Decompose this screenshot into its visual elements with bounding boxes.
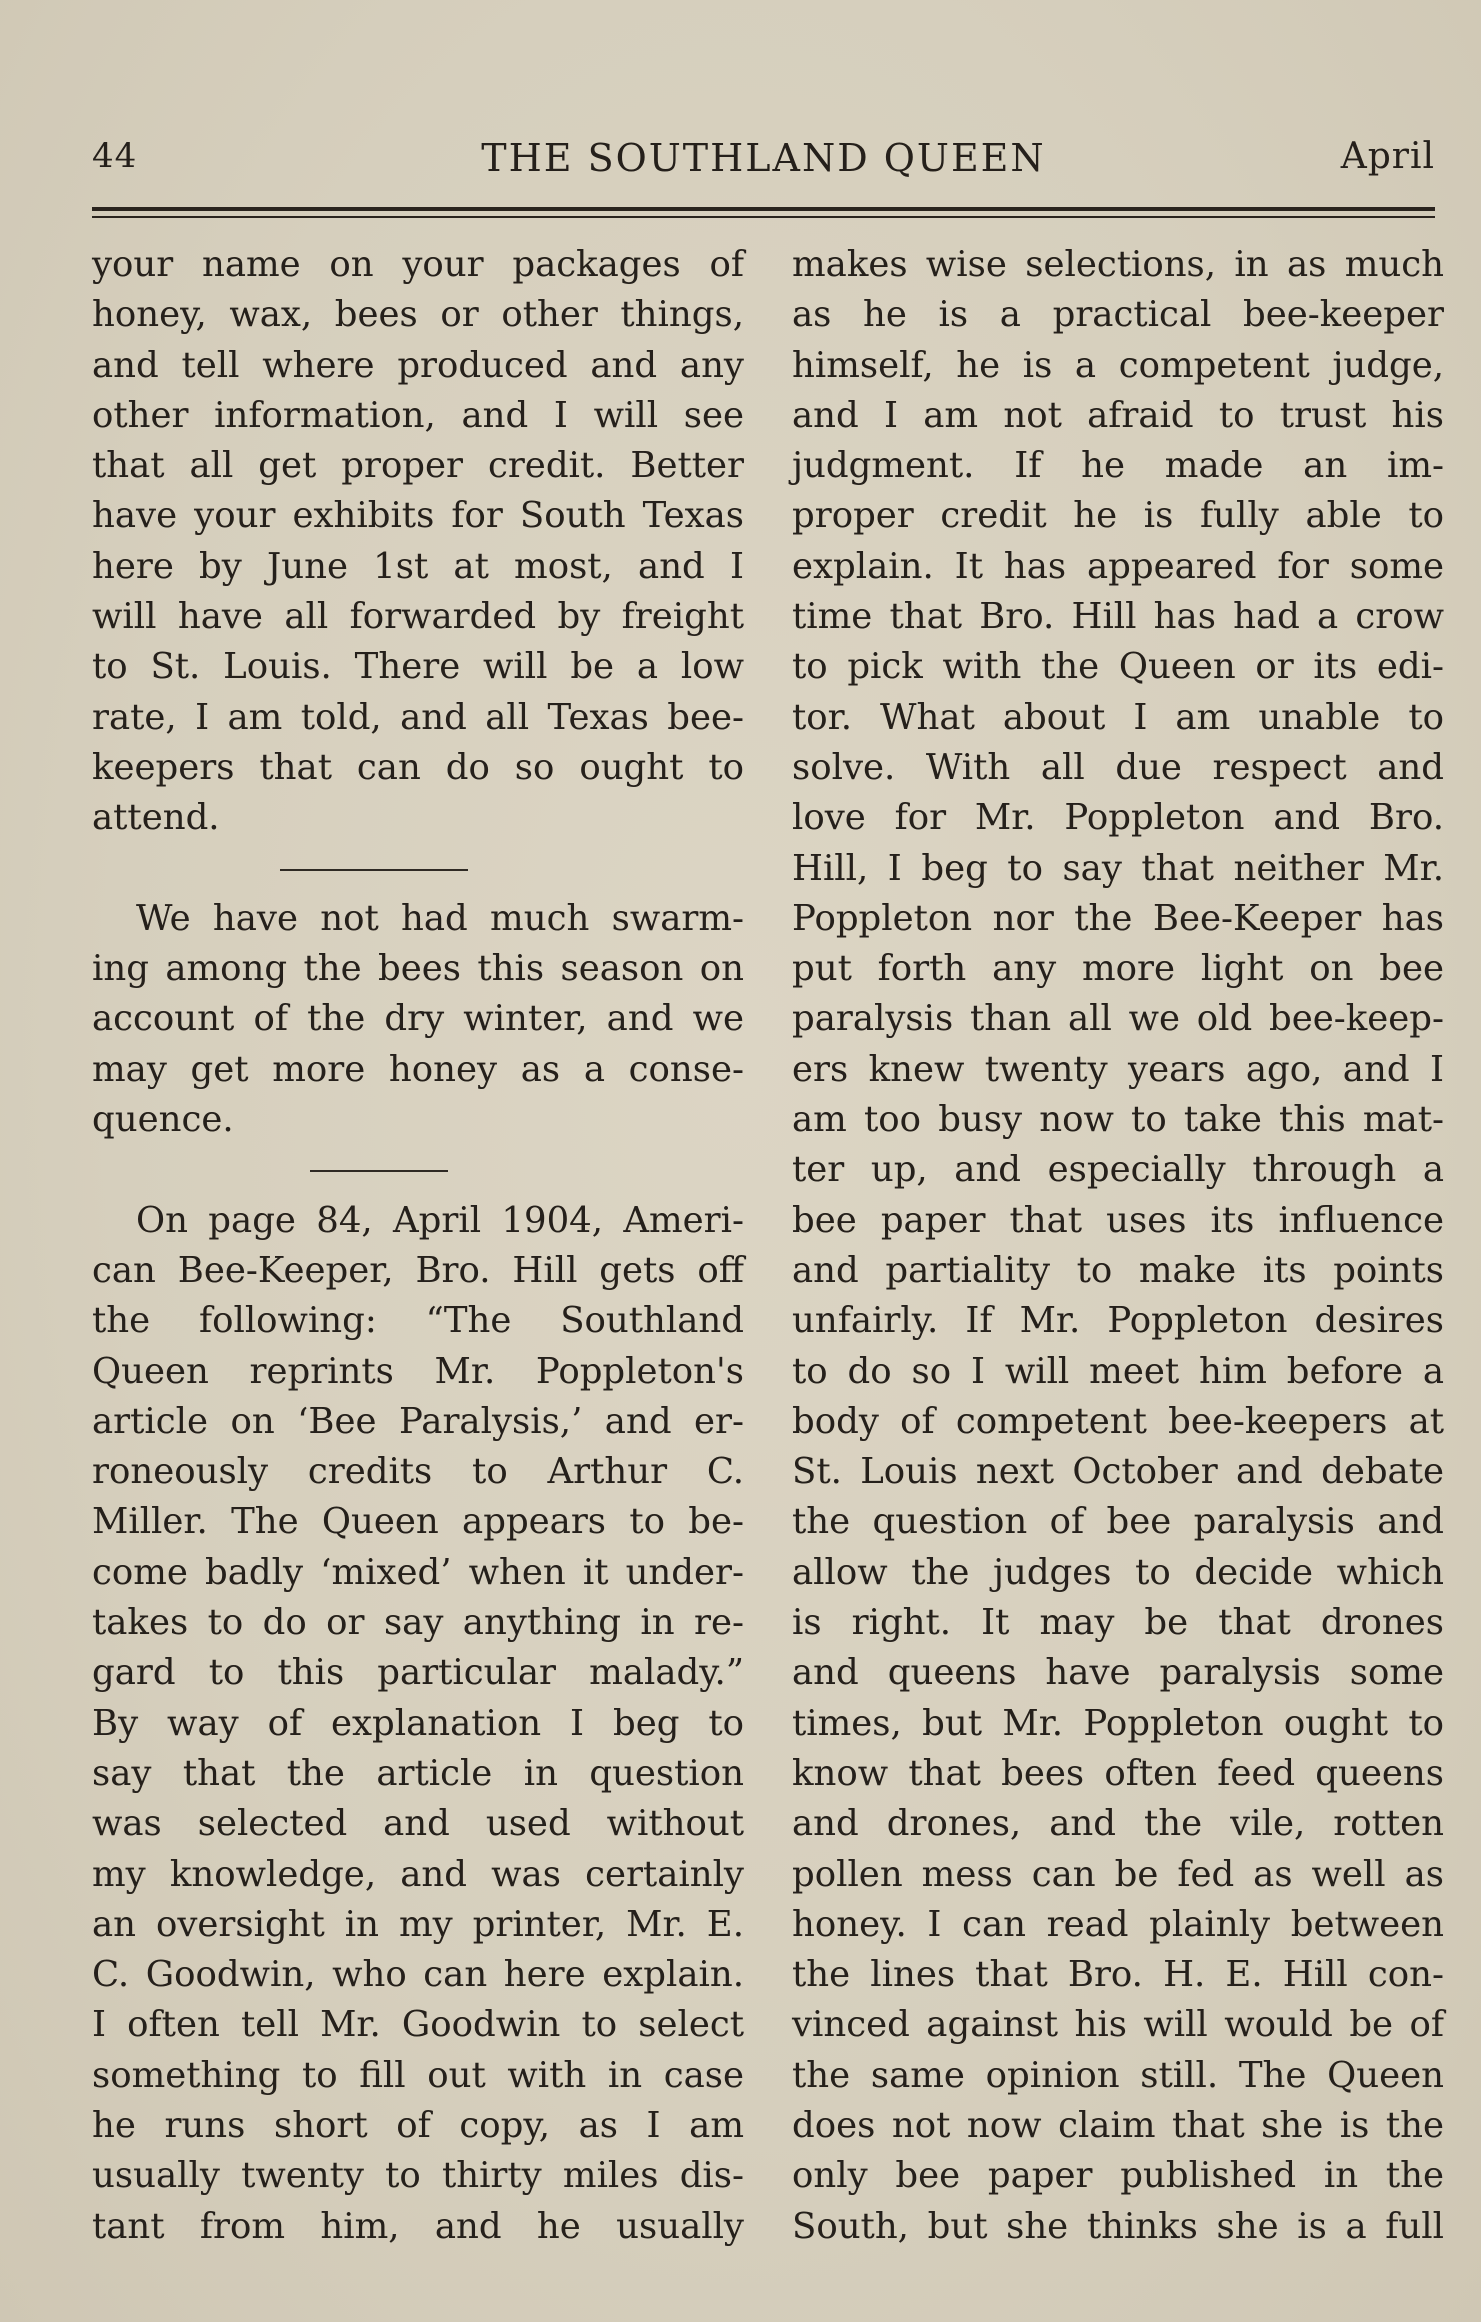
text-line: may get more honey as a conse- (92, 1048, 744, 1090)
text-line: honey. I can read plainly between (792, 1903, 1444, 1945)
text-line: to do so I will meet him before a (792, 1350, 1444, 1392)
text-line: the following: “The Southland (92, 1300, 744, 1342)
text-line: have your exhibits for South Texas (92, 495, 744, 537)
text-line: he runs short of copy, as I am (92, 2104, 744, 2146)
section-divider (92, 844, 744, 894)
text-line: I often tell Mr. Goodwin to select (92, 2004, 744, 2046)
text-line: and tell where produced and any (92, 344, 744, 386)
text-line: to St. Louis. There will be a low (92, 646, 744, 688)
text-line: other information, and I will see (92, 394, 744, 436)
text-line: body of competent bee-keepers at (792, 1400, 1444, 1442)
text-line: St. Louis next October and debate (792, 1451, 1444, 1493)
text-line: keepers that can do so ought to (92, 746, 744, 788)
text-line: an oversight in my printer, Mr. E. (92, 1903, 744, 1945)
text-line: vinced against his will would be of (792, 2004, 1444, 2046)
text-line: paralysis than all we old bee-keep- (792, 998, 1444, 1040)
text-line: On page 84, April 1904, Ameri- (136, 1199, 744, 1241)
text-line: here by June 1st at most, and I (92, 545, 744, 587)
header-rule-thick (92, 207, 1435, 211)
text-line: only bee paper published in the (792, 2155, 1444, 2197)
text-line: rate, I am told, and all Texas bee- (92, 696, 744, 738)
text-line: and partiality to make its points (792, 1249, 1444, 1291)
text-line: quence. (92, 1099, 234, 1141)
text-line: solve. With all due respect and (792, 746, 1444, 788)
text-line: and drones, and the vile, rotten (792, 1803, 1444, 1845)
text-line: time that Bro. Hill has had a crow (792, 596, 1444, 638)
text-line: Hill, I beg to say that neither Mr. (792, 847, 1444, 889)
text-line: put forth any more light on bee (792, 948, 1444, 990)
text-line: come badly ‘mixed’ when it under- (92, 1551, 744, 1593)
text-line: say that the article in question (92, 1752, 744, 1794)
text-line: South, but she thinks she is a full (792, 2205, 1444, 2247)
text-line: allow the judges to decide which (792, 1551, 1444, 1593)
text-line: your name on your packages of (92, 244, 744, 285)
text-line: the lines that Bro. H. E. Hill con- (792, 1954, 1444, 1996)
text-line: ter up, and especially through a (792, 1149, 1444, 1191)
text-line: unfairly. If Mr. Poppleton desires (792, 1300, 1444, 1342)
text-line: ers knew twenty years ago, and I (792, 1048, 1444, 1090)
text-line: takes to do or say anything in re- (92, 1602, 744, 1644)
text-line: account of the dry winter, and we (92, 998, 744, 1040)
text-line: C. Goodwin, who can here explain. (92, 1954, 744, 1996)
text-line: Queen reprints Mr. Poppleton's (92, 1350, 744, 1392)
text-line: is right. It may be that drones (792, 1602, 1444, 1644)
text-line: know that bees often feed queens (792, 1752, 1444, 1794)
text-line: pollen mess can be fed as well as (792, 1853, 1444, 1895)
text-line: makes wise selections, in as much (792, 244, 1444, 285)
text-line: ing among the bees this season on (92, 948, 744, 990)
page-number: 44 (92, 136, 138, 176)
text-line: explain. It has appeared for some (792, 545, 1444, 587)
text-line: article on ‘Bee Paralysis,’ and er- (92, 1400, 744, 1442)
text-line: tant from him, and he usually (92, 2205, 744, 2247)
text-line: By way of explanation I beg to (92, 1702, 744, 1744)
page-header (92, 136, 1435, 196)
text-line: love for Mr. Poppleton and Bro. (792, 797, 1444, 839)
text-line: times, but Mr. Poppleton ought to (792, 1702, 1444, 1744)
text-line: bee paper that uses its influence (792, 1199, 1444, 1241)
journal-title: THE SOUTHLAND QUEEN (481, 136, 1046, 180)
text-line: to pick with the Queen or its edi- (792, 646, 1444, 688)
text-line: something to fill out with in case (92, 2054, 744, 2096)
text-line: does not now claim that she is the (792, 2104, 1444, 2146)
text-line: that all get proper credit. Better (92, 445, 744, 487)
left-column (92, 240, 744, 2252)
issue-month: April (1340, 136, 1435, 177)
text-line: himself, he is a competent judge, (792, 344, 1444, 386)
text-line: attend. (92, 797, 220, 839)
text-line: and queens have paralysis some (792, 1652, 1444, 1694)
text-line: Miller. The Queen appears to be- (92, 1501, 744, 1543)
text-line: proper credit he is fully able to (792, 495, 1444, 537)
text-line: the question of bee paralysis and (792, 1501, 1444, 1543)
header-rule-thin (92, 216, 1435, 218)
text-line: honey, wax, bees or other things, (92, 294, 744, 336)
text-line: am too busy now to take this mat- (792, 1099, 1444, 1141)
text-line: usually twenty to thirty miles dis- (92, 2155, 744, 2197)
right-column (792, 240, 1444, 2252)
text-line: tor. What about I am unable to (792, 696, 1444, 738)
text-line: gard to this particular malady.” (92, 1652, 744, 1694)
text-line: the same opinion still. The Queen (792, 2054, 1444, 2096)
text-line: judgment. If he made an im- (792, 445, 1444, 487)
text-line: was selected and used without (92, 1803, 744, 1845)
text-line: Poppleton nor the Bee-Keeper has (792, 897, 1444, 939)
section-divider (92, 1145, 744, 1195)
text-line: will have all forwarded by freight (92, 596, 744, 638)
text-line: roneously credits to Arthur C. (92, 1451, 744, 1493)
text-line: can Bee-Keeper, Bro. Hill gets off (92, 1249, 744, 1291)
text-line: my knowledge, and was certainly (92, 1853, 744, 1895)
text-line: and I am not afraid to trust his (792, 394, 1444, 436)
text-line: as he is a practical bee-keeper (792, 294, 1444, 336)
text-line: We have not had much swarm- (136, 897, 744, 939)
